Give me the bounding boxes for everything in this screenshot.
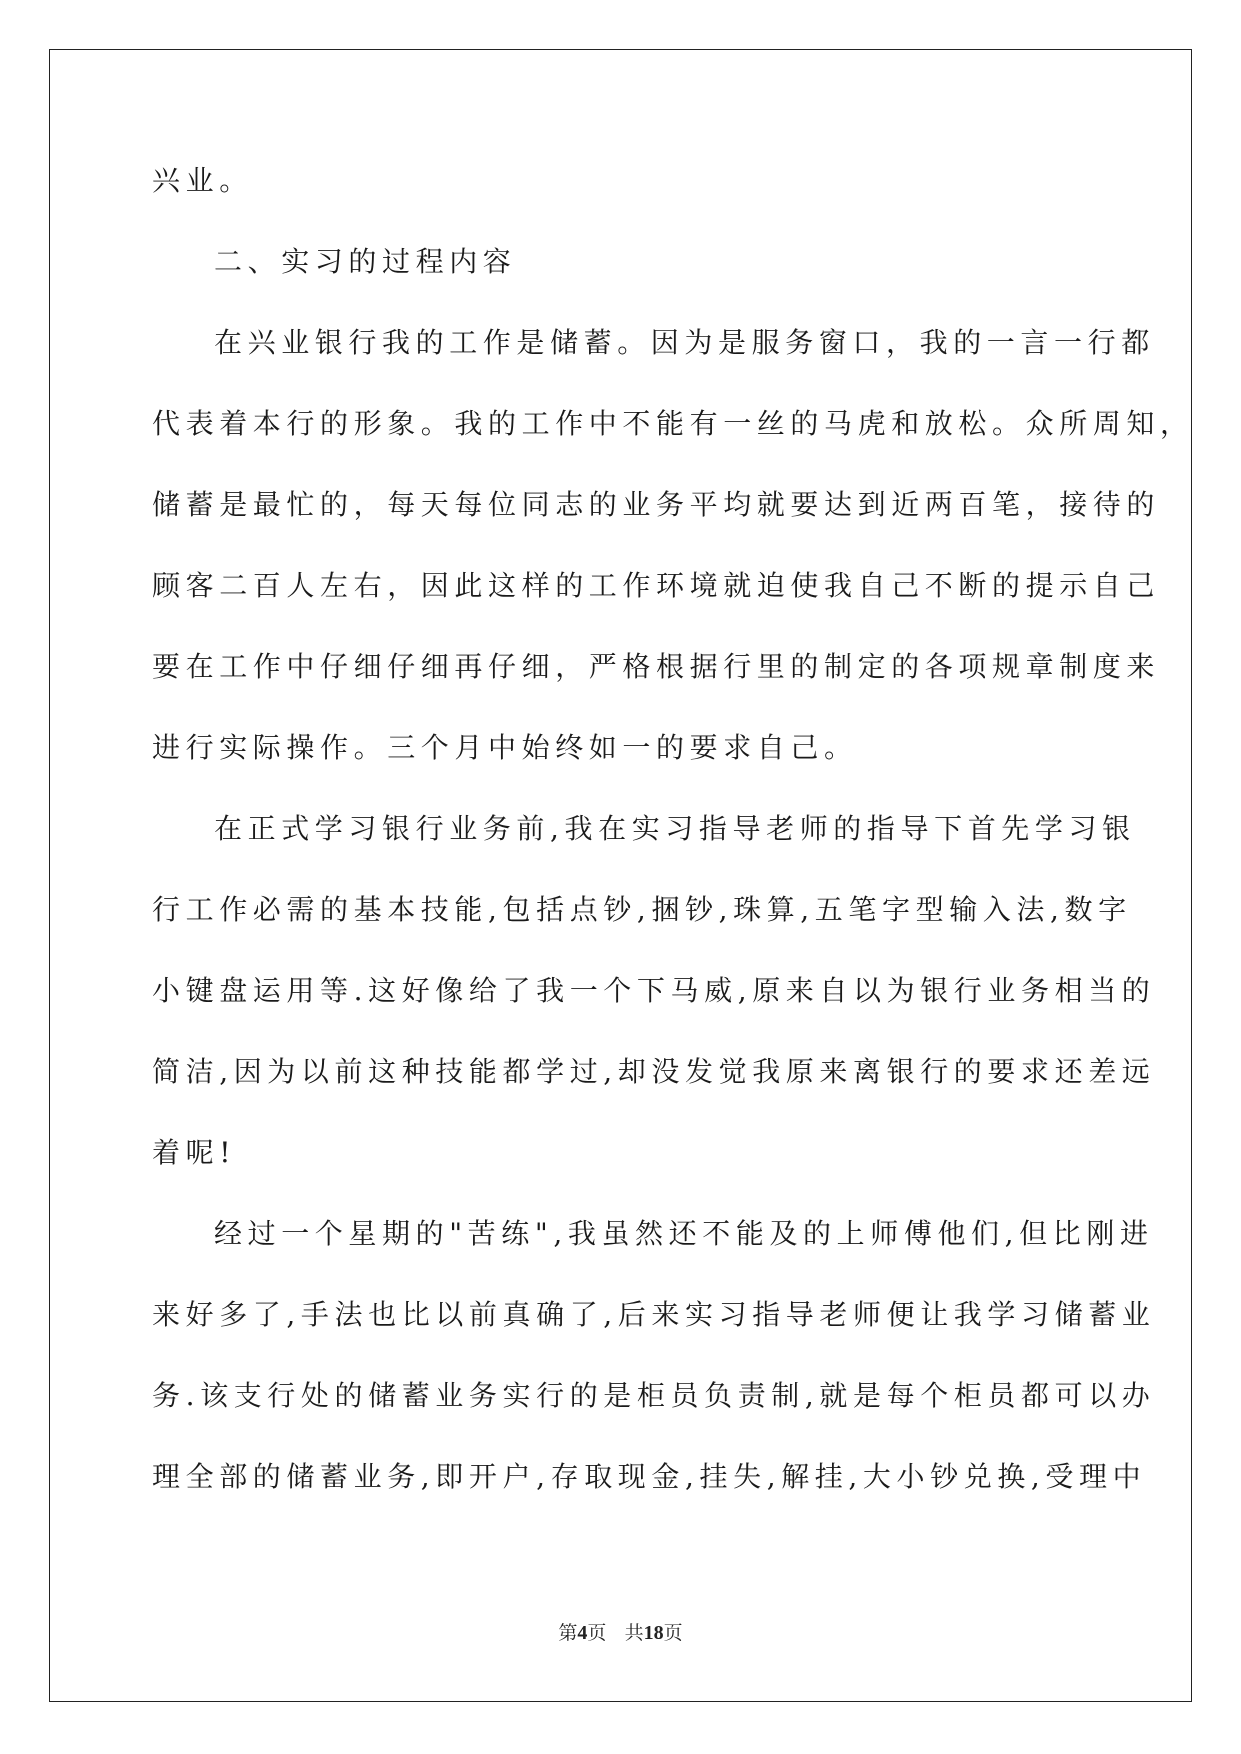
text-line: 顾客二百人左右，因此这样的工作环境就迫使我自己不断的提示自己 (152, 569, 1161, 602)
page-footer (0, 1621, 1241, 1645)
page-number: 4 (577, 1622, 588, 1644)
text-line: 兴业。 (152, 164, 253, 197)
text-line: 来好多了,手法也比以前真确了,后来实习指导老师便让我学习储蓄业 (152, 1298, 1156, 1331)
text-line: 行工作必需的基本技能,包括点钞,捆钞,珠算,五笔字型输入法,数字 (152, 893, 1132, 926)
total-suffix: 页 (663, 1622, 683, 1644)
text-line: 在兴业银行我的工作是储蓄。因为是服务窗口，我的一言一行都 (214, 326, 1155, 359)
document-body (152, 162, 1194, 1539)
text-line: 着呢! (152, 1136, 237, 1169)
page-suffix: 页 (587, 1622, 607, 1644)
text-line: 进行实际操作。三个月中始终如一的要求自己。 (152, 731, 858, 764)
section-heading: 二、实习的过程内容 (214, 245, 517, 278)
total-prefix: 共 (624, 1622, 644, 1644)
text-line: 在正式学习银行业务前,我在实习指导老师的指导下首先学习银 (214, 812, 1136, 845)
text-line: 小键盘运用等.这好像给了我一个下马威,原来自以为银行业务相当的 (152, 974, 1156, 1007)
text-line: 要在工作中仔细仔细再仔细，严格根据行里的制定的各项规章制度来 (152, 650, 1161, 683)
text-line: 储蓄是最忙的，每天每位同志的业务平均就要达到近两百笔，接待的 (152, 488, 1161, 521)
text-line: 务.该支行处的储蓄业务实行的是柜员负责制,就是每个柜员都可以办 (152, 1379, 1156, 1412)
page-prefix: 第 (558, 1622, 578, 1644)
text-line: 经过一个星期的"苦练",我虽然还不能及的上师傅他们,但比刚进 (214, 1217, 1154, 1250)
text-line: 简洁,因为以前这种技能都学过,却没发觉我原来离银行的要求还差远 (152, 1055, 1156, 1088)
text-line: 理全部的储蓄业务,即开户,存取现金,挂失,解挂,大小钞兑换,受理中 (152, 1460, 1147, 1493)
total-pages: 18 (643, 1622, 664, 1644)
text-line: 代表着本行的形象。我的工作中不能有一丝的马虎和放松。众所周知， (152, 407, 1194, 440)
